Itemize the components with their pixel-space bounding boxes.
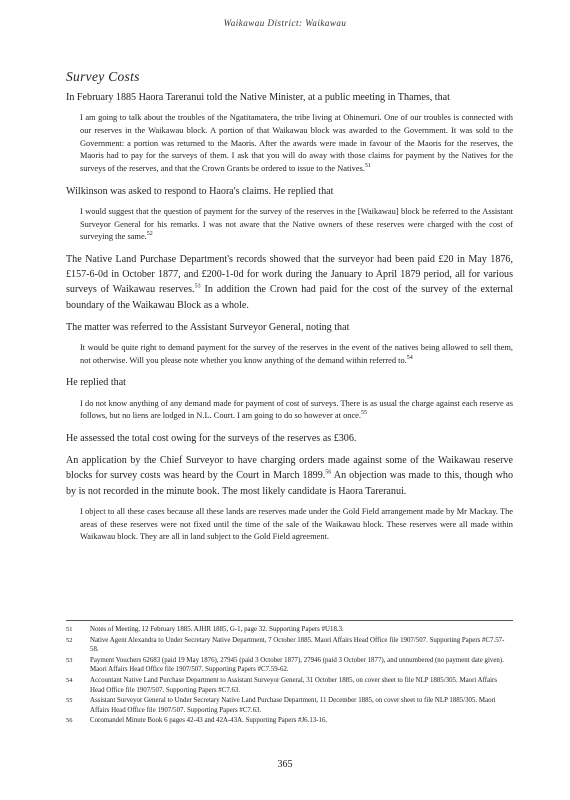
- body-paragraph: An application by the Chief Surveyor to have charging orders made against some of the Waikawau reserve blocks for survey costs was heard by the Court in March 1899.56 An objection was made to this, though who by is not recorded in the minute book. The most likely candidate is Haora Tareranui.: [66, 455, 514, 497]
- body-paragraph: He assessed the total cost owing for the surveys of the reserves as £306.: [66, 433, 357, 445]
- footnote-text: Native Agent Alexandra to Under Secretary Native Department, 7 October 1885. Maori Affairs Head Office file 1907/507. Supporting Papers #C7.57-58.: [90, 636, 505, 654]
- footnote-number: 54: [66, 676, 73, 684]
- footnote-text: Assistant Surveyor General to Under Secretary Native Land Purchase Department, 11 December 1885, on cover sheet to file NLP 1885/305. Maori Affairs Head Office file 1907/507. Supporting Papers #C7.63.: [90, 697, 496, 714]
- footnote-number: 51: [66, 626, 73, 633]
- section-title: Survey Costs: [66, 69, 140, 84]
- footnote: [66, 676, 513, 695]
- footnote: [66, 636, 513, 655]
- body-paragraph: The matter was referred to the Assistant Surveyor General, noting that: [66, 321, 350, 333]
- footnote-number: 56: [66, 717, 73, 725]
- footnote-number: 53: [66, 656, 73, 664]
- footnote-ref: 54: [406, 354, 413, 361]
- page-number: 365: [277, 759, 293, 770]
- body-paragraph: Wilkinson was asked to respond to Haora's claims. He replied that: [66, 185, 334, 197]
- footnote-ref: 53: [194, 284, 201, 291]
- footnote: [66, 716, 513, 726]
- footnotes: [66, 620, 513, 727]
- footnote-ref: 52: [146, 231, 153, 238]
- running-head: Waikawau District: Waikawau: [223, 18, 347, 28]
- footnote-ref: 55: [360, 410, 367, 417]
- footnote-text: Payment Vouchers 62683 (paid 19 May 1876), 27945 (paid 3 October 1877), 27946 (paid 3 October 1877), and unnumbered (no payment date given). Maori Affairs Head Office file 1907/507. Supporting Papers #C7.59-62.: [90, 656, 504, 674]
- block-quote: I would suggest that the question of payment for the survey of the reserves in the [Waikawau] block be referred to the Assistant Surveyor General for his remarks. I was not aware that the Native owners of these reserves were charged with the cost of surveying the same.$^{52}$: [80, 206, 513, 242]
- footnote-text: Accountant Native Land Purchase Department to Assistant Surveyor General, 31 October 1885, on cover sheet to file NLP 1885/305. Maori Affairs Head Office file 1907/507. Supporting Papers #C7.63.: [90, 676, 498, 694]
- block-quote: It would be quite right to demand payment for the survey of the reserves in the event of the natives being allowed to sell them, not otherwise. Will you please note whether you know anything of the demand within referred to.$^{54}$: [80, 343, 513, 365]
- block-quote: I am going to talk about the troubles of the Ngatitamatera, the tribe living at Ohinemuri. One of our troubles is connected with our reserves in the Waikawau block. A portion of that Waikawau block was awarded to the Government. It was sold to the Government: a portion was returned to the Maoris. After the awards were made in favour of the Maoris for the reserves, the Maoris had to pay for the surveys of them. I ask that you will do away with those claims for payment by the Natives for the surveys of the reserves, and that the Crown Grants be ordered to issue to the Natives.$^{51}$: [80, 113, 513, 174]
- block-quote: I object to all these cases because all these lands are reserves made under the Gold Field arrangement made by Mr Mackay. The areas of these reserves were not fixed until the time of the sale of the Waikawau block. These reserves were all made within Waikawau block. They are all in land subject to the Gold Field agreement.: [80, 506, 513, 542]
- footnote-text: Coromandel Minute Book 6 pages 42-43 and 42A-43A. Supporting Papers #J6.13-16.: [90, 717, 328, 725]
- footnote-ref: 51: [364, 163, 371, 170]
- body-paragraph: He replied that: [66, 377, 126, 389]
- footnote: [66, 656, 513, 675]
- footnote: [66, 625, 513, 635]
- footnote-text: Notes of Meeting, 12 February 1885. AJHR 1885, G-1, page 32. Supporting Papers #U18.3.: [90, 626, 344, 633]
- body-paragraph: In February 1885 Haora Tareranui told the Native Minister, at a public meeting in Thames, that: [66, 92, 450, 103]
- footnote-ref: 56: [325, 470, 332, 477]
- footnote: [66, 696, 513, 715]
- footnote-number: 52: [66, 636, 73, 644]
- footnote-number: 55: [66, 697, 73, 705]
- block-quote: I do not know anything of any demand made for payment of cost of surveys. There is as usual the charge against each reserve as follows, but no liens are lodged in N.L. Court. I am going to do so however at once.$^{55}$: [80, 398, 513, 421]
- main-content: [66, 69, 513, 552]
- body-paragraph: The Native Land Purchase Department's records showed that the surveyor had been paid £20 in May 1876, £157-6-0d in October 1877, and £200-1-0d for work during the January to April 1879 period, all for various surveys of Waikawau reserves.$^{53}$ In addition the Crown had paid for the cost of the survey of the external boundary of the Waikawau Block as a whole.: [66, 254, 513, 311]
